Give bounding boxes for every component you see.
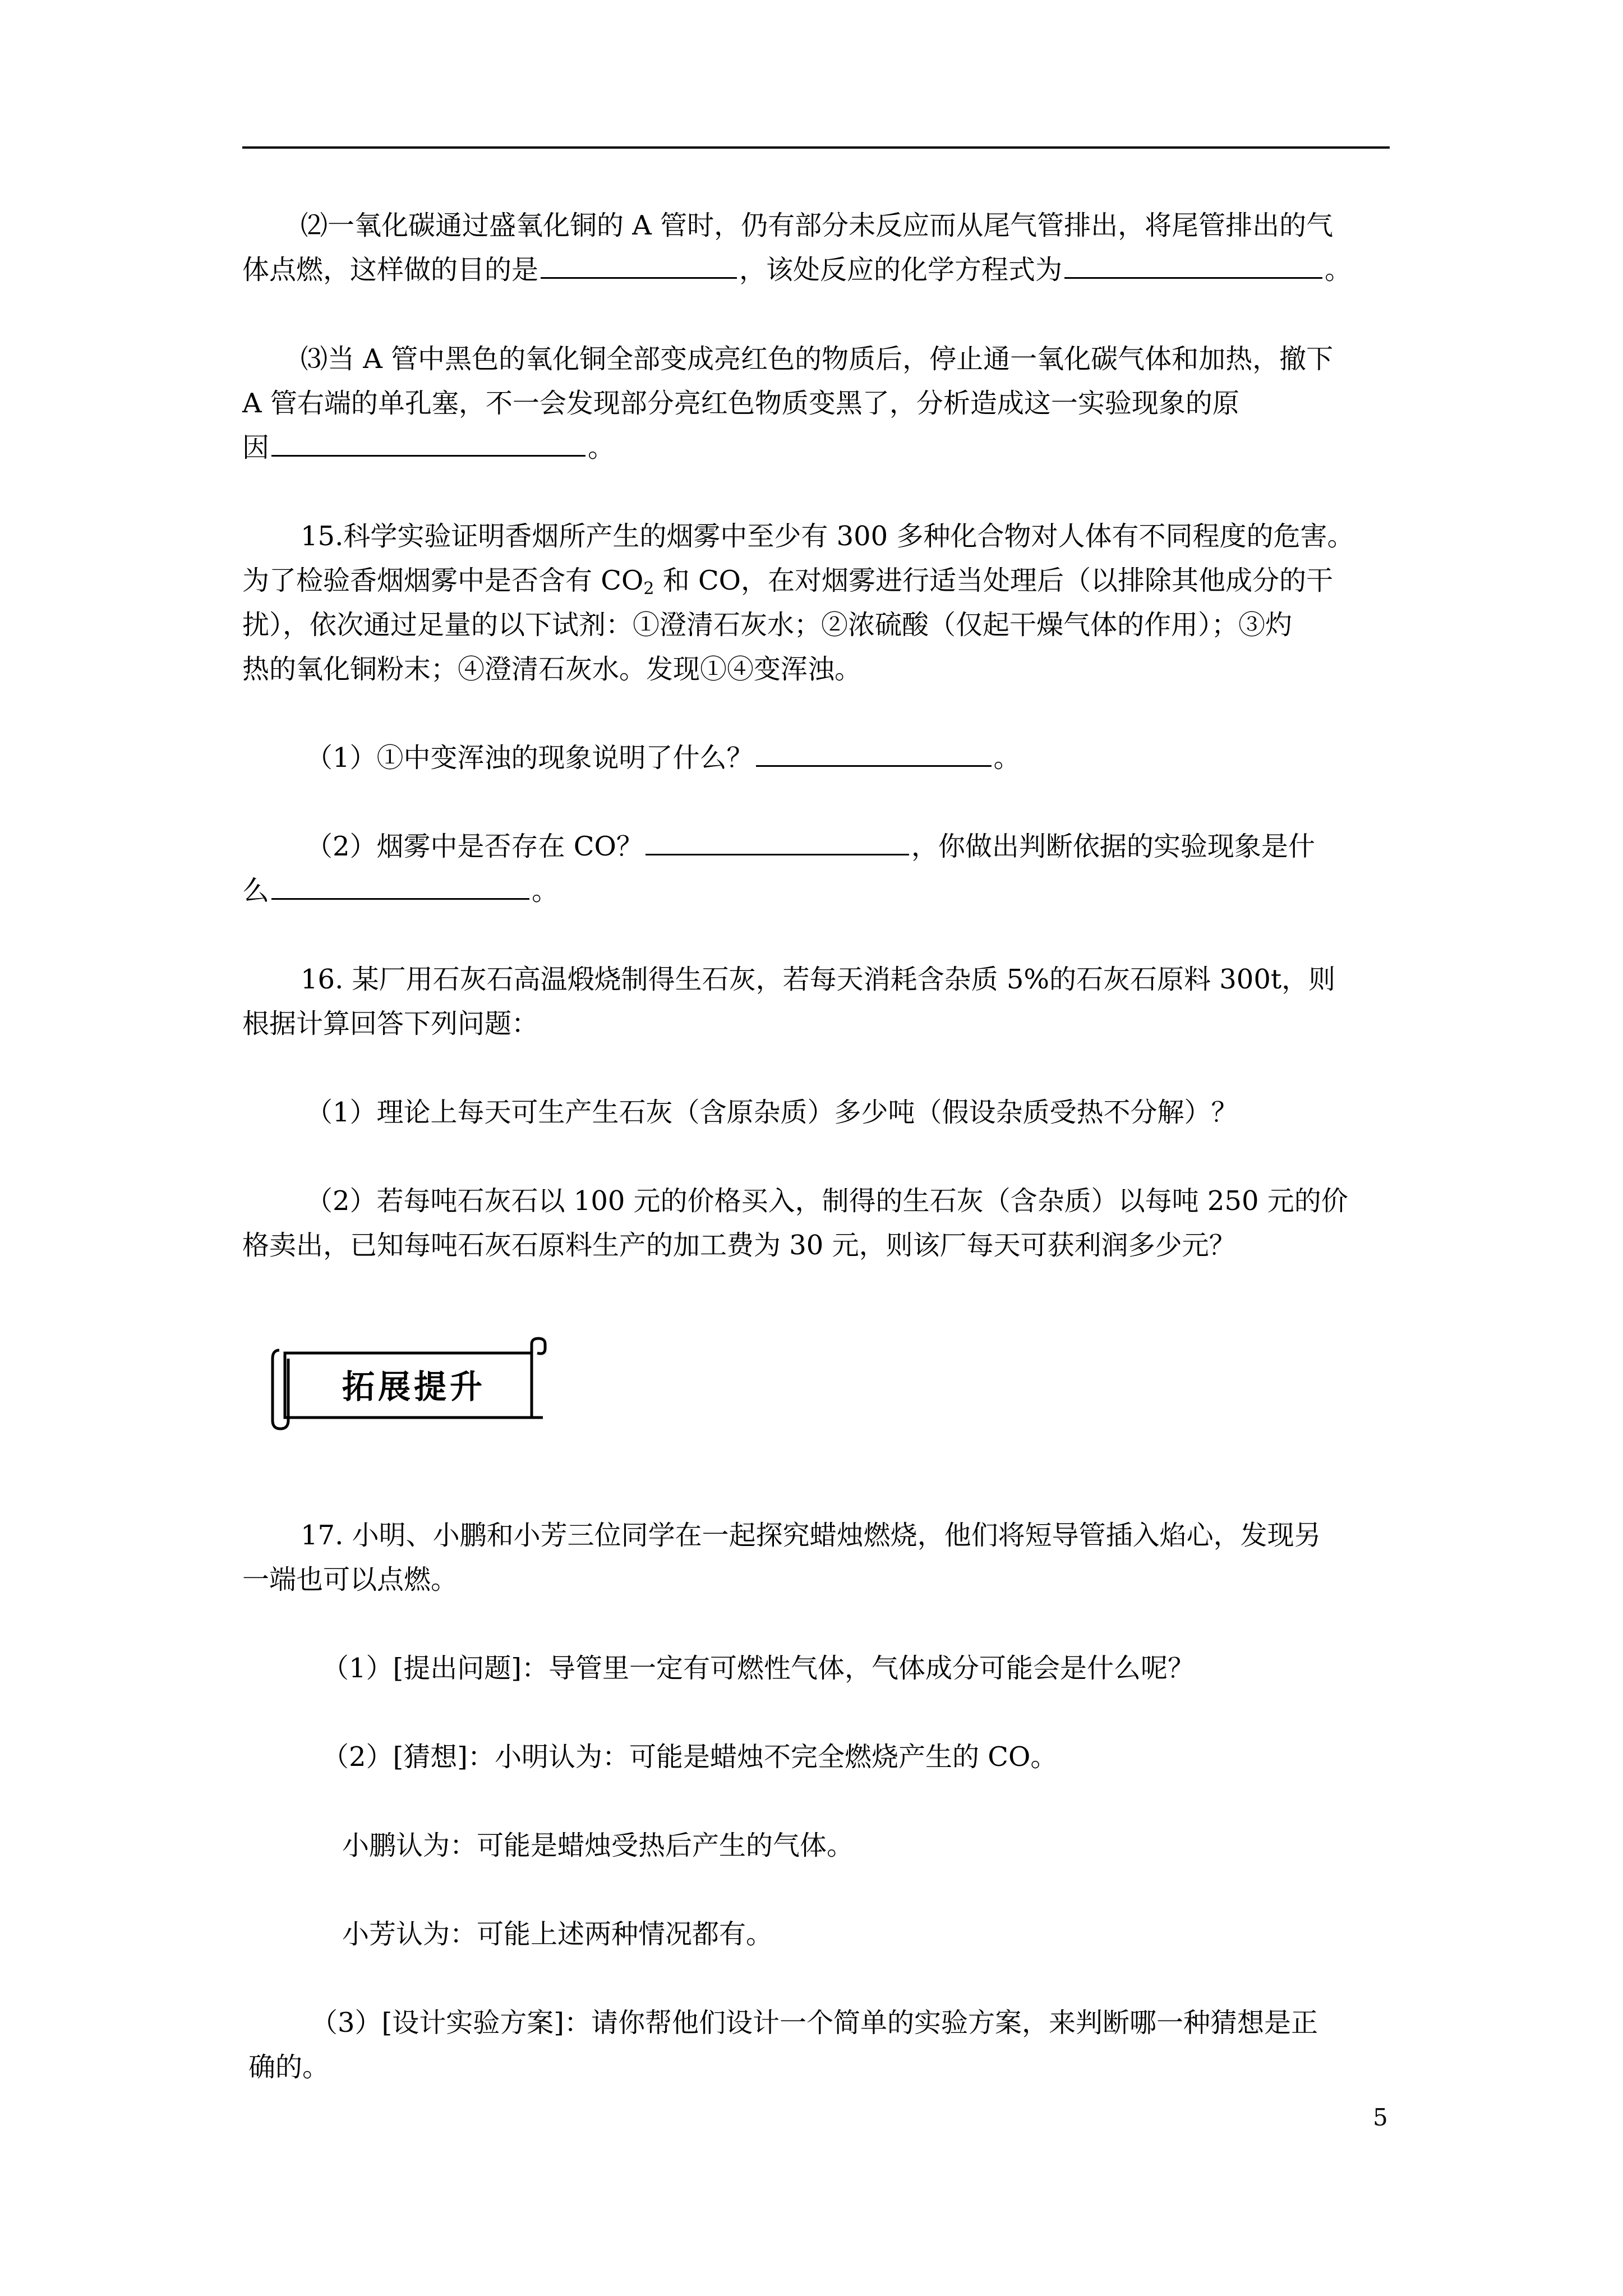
q16-sub1: （1）理论上每天可生产生石灰（含原杂质）多少吨（假设杂质受热不分解）？: [306, 1097, 1238, 1128]
answer-blank[interactable]: [541, 252, 737, 279]
q15-sub1: （1）①中变浑浊的现象说明了什么？ 。: [306, 740, 1021, 776]
section-title: 拓展提升: [342, 1368, 486, 1406]
answer-blank[interactable]: [756, 740, 992, 767]
q17-sub1: （1）[提出问题]：导管里一定有可燃性气体，气体成分可能会是什么呢？: [322, 1653, 1195, 1684]
q15-sub2-line1: （2）烟雾中是否存在 CO？ ，你做出判断依据的实验现象是什: [306, 829, 1315, 864]
q14-part3-line3: 因 。: [242, 430, 615, 466]
q17-line1: 17. 小明、小鹏和小芳三位同学在一起探究蜡烛燃烧，他们将短导管插入焰心，发现另: [301, 1520, 1321, 1551]
answer-blank[interactable]: [271, 873, 529, 900]
q14-part3-line2: A 管右端的单孔塞，不一会发现部分亮红色物质变黑了，分析造成这一实验现象的原: [242, 388, 1239, 419]
q17-sub2: （2）[猜想]：小明认为：可能是蜡烛不完全燃烧产生的 CO。: [322, 1741, 1058, 1773]
q17-sub3-line1: （3）[设计实验方案]：请你帮他们设计一个简单的实验方案，来判断哪一种猜想是正: [311, 2007, 1318, 2039]
q15-line4: 热的氧化铜粉末；④澄清石灰水。发现①④变浑浊。: [242, 654, 862, 685]
q16-line2: 根据计算回答下列问题：: [242, 1008, 539, 1039]
answer-blank[interactable]: [1064, 252, 1322, 279]
q14-part2-line2: 体点燃，这样做的目的是 ，该处反应的化学方程式为 。: [242, 252, 1352, 288]
answer-blank[interactable]: [271, 430, 585, 457]
q16-line1: 16. 某厂用石灰石高温煅烧制得生石灰，若每天消耗含杂质 5%的石灰石原料 300t，则: [301, 964, 1336, 995]
q15-sub2-line2: 么 。: [242, 873, 559, 909]
q16-sub2-line2: 格卖出，已知每吨石灰石原料生产的加工费为 30 元，则该厂每天可获利润多少元？: [242, 1230, 1236, 1261]
q15-line2: 为了检验香烟烟雾中是否含有 $CO_2$ 和 CO，在对烟雾进行适当处理后（以排除其他成分的干: [242, 565, 1334, 599]
section-banner: [268, 1336, 554, 1432]
q17-sub2-xiaopeng: 小鹏认为：可能是蜡烛受热后产生的气体。: [342, 1830, 854, 1861]
q17-sub3-line2: 确的。: [248, 2051, 330, 2083]
header-rule: [242, 146, 1390, 149]
q15-line1: 15.科学实验证明香烟所产生的烟雾中至少有 300 多种化合物对人体有不同程度的危害。: [301, 521, 1354, 552]
q16-sub2-line1: （2）若每吨石灰石以 100 元的价格买入，制得的生石灰（含杂质）以每吨 250 元的价: [306, 1185, 1348, 1217]
q17-line2: 一端也可以点燃。: [242, 1564, 458, 1595]
page-number: 5: [1373, 2104, 1388, 2131]
q14-part2-line1: ⑵一氧化碳通过盛氧化铜的 A 管时，仍有部分未反应而从尾气管排出，将尾管排出的气: [301, 210, 1334, 241]
q15-line3: 扰），依次通过足量的以下试剂：①澄清石灰水；②浓硫酸（仅起干燥气体的作用）；③灼: [242, 609, 1293, 641]
answer-blank[interactable]: [645, 829, 909, 855]
q14-part3-line1: ⑶当 A 管中黑色的氧化铜全部变成亮红色的物质后，停止通一氧化碳气体和加热，撤下: [301, 343, 1334, 375]
q17-sub2-xiaofang: 小芳认为：可能上述两种情况都有。: [342, 1918, 773, 1950]
